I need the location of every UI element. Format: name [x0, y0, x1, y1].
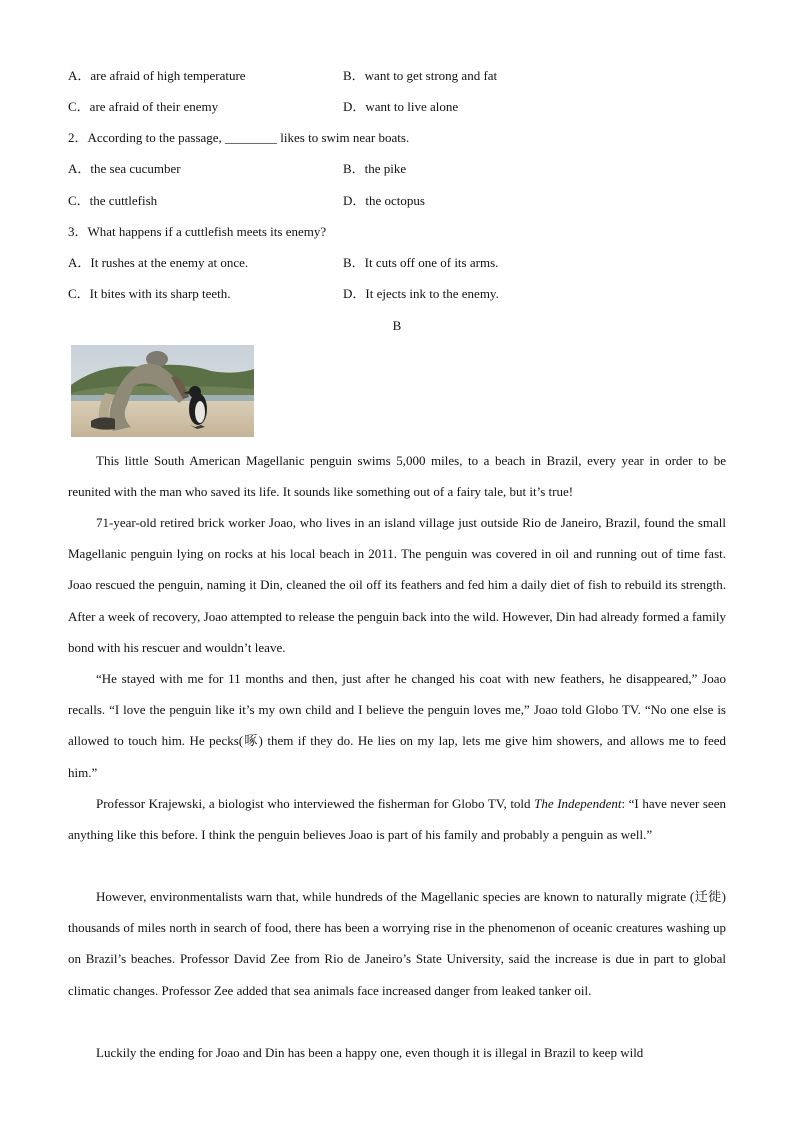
q1-option-c: C．are afraid of their enemy [68, 99, 219, 114]
q3-option-b: B．It cuts off one of its arms. [343, 255, 499, 270]
passage-paragraph-1: This little South American Magellanic penguin swims 5,000 miles, to a beach in Brazil, every year in order to be reunited with the man who saved its life. It sounds like something out of a fairy tale, but it’s true! [68, 453, 726, 500]
q2-stem-pre: 2．According to the passage, [68, 130, 226, 145]
p4-newspaper-title: The Independent [534, 796, 622, 811]
q1-option-b: B．want to get strong and fat [343, 68, 498, 83]
q3-stem: 3．What happens if a cuttlefish meets its enemy? [68, 224, 327, 239]
q3-option-c: C．It bites with its sharp teeth. [68, 286, 231, 301]
section-label: B [392, 318, 402, 333]
p4-text-pre: Professor Krajewski, a biologist who interviewed the fisherman for Globo TV, told [96, 796, 535, 811]
q2-option-d: D．the octopus [343, 193, 425, 208]
q2-option-b: B．the pike [343, 161, 407, 176]
q2-option-a: A．the sea cucumber [68, 161, 181, 176]
q2-blank: ________ [225, 130, 278, 145]
q1-option-d: D．want to live alone [343, 99, 459, 114]
passage-paragraph-4 [68, 788, 726, 850]
q2-option-c: C．the cuttlefish [68, 193, 158, 208]
q1-option-a: A．are afraid of high temperature [68, 68, 246, 83]
passage-paragraph-3: “He stayed with me for 11 months and then, just after he changed his coat with new feathers, he disappeared,” Joao recalls. “I love the penguin like it’s my own child and I believe the penguin loves me,” Joao told Globo TV. “No one else is allowed to touch him. He pecks(啄) them if they do. He lies on my lap, lets me give him showers, and allows me to feed him.” [68, 671, 726, 780]
q3-option-d: D．It ejects ink to the enemy. [343, 286, 499, 301]
q2-stem [68, 130, 409, 146]
passage-paragraph-5: However, environmentalists warn that, while hundreds of the Magellanic species are known to naturally migrate (迁徙) thousands of miles north in search of food, there has been a worrying rise in the phenomenon of oceanic creatures washing up on Brazil’s beaches. Professor David Zee from Rio de Janeiro’s State University, said the increase is due in part to global climatic changes. Professor Zee added that sea animals face increased danger from leaked tanker oil. [68, 889, 726, 998]
q2-stem-post: likes to swim near boats. [277, 130, 410, 145]
passage-paragraph-6: Luckily the ending for Joao and Din has been a happy one, even though it is illegal in Brazil to keep wild [96, 1045, 644, 1060]
penguin-photo [71, 345, 254, 437]
passage-paragraph-2: 71-year-old retired brick worker Joao, who lives in an island village just outside Rio de Janeiro, Brazil, found the small Magellanic penguin lying on rocks at his local beach in 2011. The penguin was covered in oil and running out of time fast. Joao rescued the penguin, naming it Din, cleaned the oil off its feathers and fed him a daily diet of fish to rebuild its strength. After a week of recovery, Joao attempted to release the penguin back into the wild. However, Din had already formed a family bond with his rescuer and wouldn’t leave. [68, 515, 726, 655]
q3-option-a: A．It rushes at the enemy at once. [68, 255, 249, 270]
p4-text-post: : “I have never seen anything like this before. I think the penguin believes Joao is part of his family and probably a penguin as well.” [68, 796, 726, 843]
